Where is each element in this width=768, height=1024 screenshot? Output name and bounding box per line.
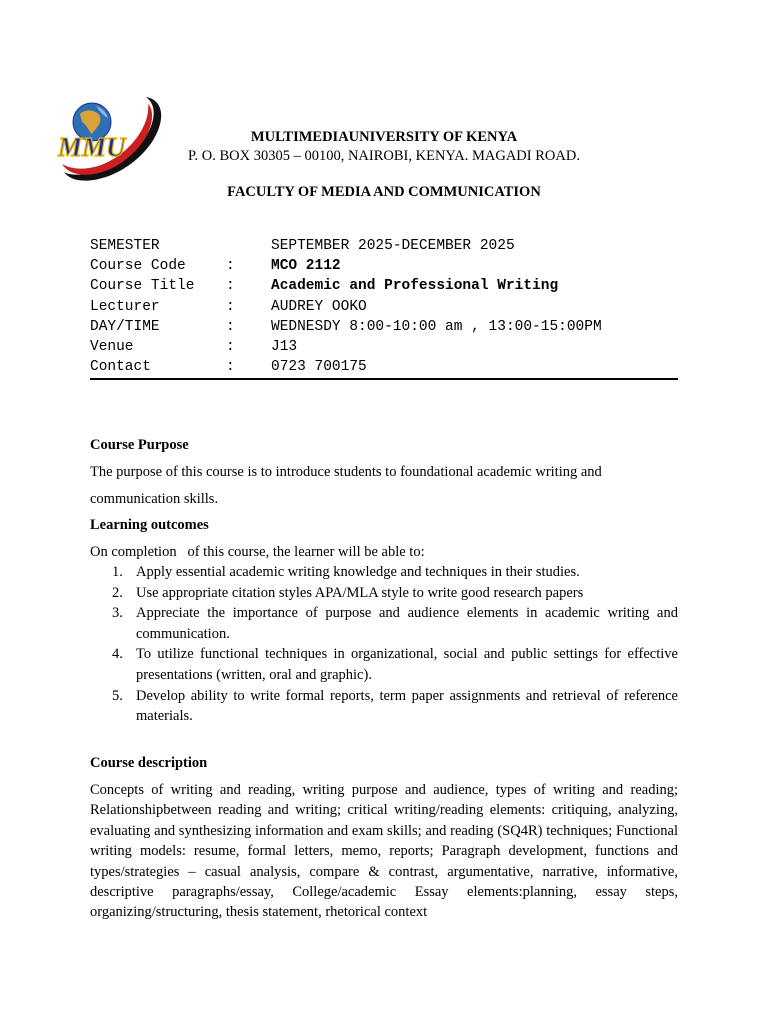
- course-purpose-heading: Course Purpose: [90, 437, 189, 453]
- list-item: [90, 686, 678, 727]
- course-purpose-text: The purpose of this course is to introduce students to foundational academic writing and communication skills.: [90, 464, 602, 507]
- info-row-course-title: [90, 276, 678, 296]
- learning-outcomes-intro: On completion of this course, the learner will be able to:: [90, 544, 425, 560]
- university-address: P. O. BOX 30305 – 00100, NAIROBI, KENYA. MAGADI ROAD.: [188, 148, 580, 164]
- info-divider: [90, 378, 678, 380]
- info-value: Academic and Professional Writing: [271, 278, 559, 295]
- list-text: Use appropriate citation styles APA/MLA style to write good research papers: [136, 584, 584, 601]
- info-value: MCO 2112: [271, 258, 341, 275]
- info-colon: :: [226, 318, 235, 335]
- info-label: Lecturer: [90, 298, 160, 315]
- list-text: Appreciate the importance of purpose and audience elements in academic writing and communication.: [136, 605, 678, 642]
- course-description-text: Concepts of writing and reading, writing purpose and audience, types of writing and reading; Relationshipbetween reading and writing; critical writing/reading elements: critiquing, analyzing, evaluating and synthesizing information and exam skills; and reading (SQ4R) techniques; Functional writing models: resume, formal letters, memo, reports; Paragraph development, functions and types/strategies – casual analysis, compare & contrast, argumentative, narrative, informative, descriptive paragraphs/essay, College/academic Essay elements:planning, essay steps, organizing/structuring, thesis statement, rhetorical context: [90, 782, 678, 921]
- info-label: Contact: [90, 359, 151, 376]
- info-label: Course Code: [90, 258, 186, 275]
- info-colon: :: [226, 298, 235, 315]
- info-label: Course Title: [90, 278, 195, 295]
- list-item: [90, 603, 678, 644]
- list-item: [90, 583, 678, 604]
- info-row-course-code: [90, 256, 678, 276]
- learning-outcomes-heading: Learning outcomes: [90, 517, 209, 533]
- info-colon: :: [226, 278, 235, 295]
- faculty-name: FACULTY OF MEDIA AND COMMUNICATION: [227, 184, 541, 200]
- course-description-heading: Course description: [90, 755, 208, 771]
- info-colon: :: [226, 338, 235, 355]
- info-label: DAY/TIME: [90, 318, 160, 335]
- info-colon: :: [226, 359, 235, 376]
- info-value: 0723 700175: [271, 359, 367, 376]
- info-row-venue: [90, 337, 678, 357]
- list-item: [90, 562, 678, 583]
- list-number: 3.: [112, 605, 123, 622]
- info-row-semester: [90, 236, 678, 256]
- learning-outcomes-list: [90, 562, 678, 727]
- list-number: 1.: [112, 564, 123, 580]
- info-colon: :: [226, 258, 235, 275]
- list-text: Apply essential academic writing knowledge and techniques in their studies.: [136, 564, 580, 580]
- info-row-lecturer: [90, 297, 678, 317]
- logo-text: MMU: [58, 132, 126, 162]
- info-label: SEMESTER: [90, 238, 160, 254]
- info-value: AUDREY OOKO: [271, 298, 367, 315]
- info-value: J13: [271, 338, 298, 355]
- info-value: WEDNESDY 8:00-10:00 am , 13:00-15:00PM: [271, 318, 602, 335]
- info-label: Venue: [90, 338, 134, 355]
- list-number: 2.: [112, 584, 123, 601]
- info-row-day-time: [90, 317, 678, 337]
- list-item: [90, 644, 678, 685]
- list-number: 4.: [112, 646, 123, 663]
- list-number: 5.: [112, 687, 123, 704]
- list-text: Develop ability to write formal reports, term paper assignments and retrieval of reference materials.: [136, 687, 678, 725]
- list-text: To utilize functional techniques in organizational, social and public settings for effective presentations (written, oral and graphic).: [136, 646, 678, 683]
- university-name: MULTIMEDIAUNIVERSITY OF KENYA: [250, 129, 518, 145]
- info-row-contact: [90, 357, 678, 377]
- course-info-table: [90, 236, 678, 377]
- info-value: SEPTEMBER 2025-DECEMBER 2025: [271, 238, 515, 254]
